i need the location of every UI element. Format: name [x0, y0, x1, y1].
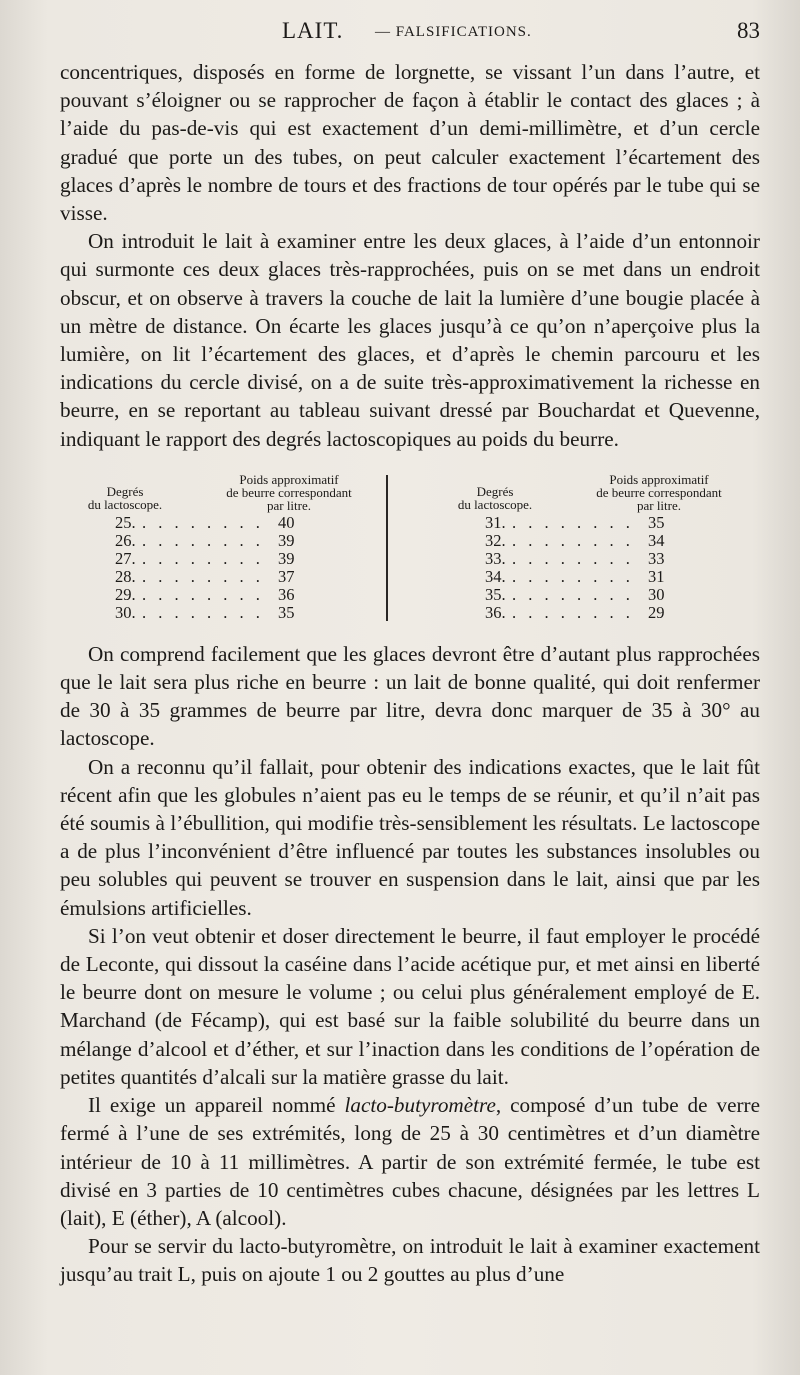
table-left-half — [60, 473, 400, 623]
running-title: LAIT. — [282, 18, 344, 43]
dot-leader: . . . . . . . . — [512, 512, 634, 532]
paragraph-2: On introduit le lait à examiner entre les deux glaces, à l’aide d’un entonnoir qui surmonte ces deux glaces très-rapprochées, puis on se met dans un endroit obscur, et on observe à travers la couche de lait la lumière d’une bougie placée à un mètre de distance. On écarte les glaces jusqu’à ce qu’on n’aperçoive plus la lumière, on lit l’écartement des glaces, et d’après le chemin parcouru et les indications du cercle divisé, on a de suite très-approximativement la richesse en beurre, en se reportant au tableau suivant dressé par Bouchardat et Quevenne, indiquant le rapport des degrés lactoscopiques au poids du beurre. — [60, 229, 760, 451]
dot-leader: . . . . . . . . — [512, 566, 634, 586]
table-row — [60, 567, 360, 585]
degree-cell: 27. — [115, 548, 136, 568]
degree-cell: 30. — [115, 602, 136, 622]
dot-leader: . . . . . . . . — [142, 584, 264, 604]
weight-cell: 39 — [278, 530, 295, 550]
dot-leader: . . . . . . . . — [142, 548, 264, 568]
paragraph-6 — [60, 1091, 760, 1232]
dot-leader: . . . . . . . . — [142, 530, 264, 550]
table-row — [430, 549, 730, 567]
table-row — [60, 585, 360, 603]
degree-cell: 36. — [485, 602, 506, 622]
degree-cell: 28. — [115, 566, 136, 586]
weight-cell: 30 — [648, 584, 665, 604]
lactoscope-table — [60, 473, 760, 623]
table-row — [430, 513, 730, 531]
weight-cell: 37 — [278, 566, 295, 586]
column-header-weight: Poids approximatif de beurre correspondant par litre. — [596, 471, 722, 513]
dot-leader: . . . . . . . . — [512, 530, 634, 550]
degree-cell: 34. — [485, 566, 506, 586]
table-row — [60, 549, 360, 567]
running-subtitle: — FALSIFICATIONS. — [375, 24, 532, 40]
degree-cell: 33. — [485, 548, 506, 568]
page-number: 83 — [737, 18, 760, 43]
table-divider — [386, 475, 388, 621]
degree-cell: 29. — [115, 584, 136, 604]
dot-leader: . . . . . . . . — [512, 548, 634, 568]
table-row — [430, 585, 730, 603]
table-row — [430, 603, 730, 621]
weight-cell: 35 — [648, 512, 665, 532]
paragraph-4: On a reconnu qu’il fallait, pour obtenir des indications exactes, que le lait fût récent afin que les globules n’aient pas eu le temps de se réunir, et qu’il n’ait pas été soumis à l’ébullition, qui modifie très-sensiblement les résultats. Le lactoscope a de plus l’inconvénient d’être influencé par toutes les substances insolubles ou peu solubles qui peuvent se trouver en suspension dans le lait, ainsi que par les émulsions artificielles. — [60, 754, 760, 920]
table-row — [60, 531, 360, 549]
paragraph-5: Si l’on veut obtenir et doser directement le beurre, il faut employer le procédé de Leconte, qui dissout la caséine dans l’acide acétique pur, et met ainsi en liberté le beurre dont on mesure le volume ; ou celui plus généralement employé de E. Marchand (de Fécamp), qui est basé sur la faible solubilité du beurre dans un mélange d’alcool et d’éther, et sur l’inaction dans les conditions de l’opération de petites quantités d’alcali sur la matière grasse du lait. — [60, 923, 760, 1089]
page-body — [60, 58, 760, 1289]
paragraph-3: On comprend facilement que les glaces devront être d’autant plus rapprochées que le lait sera plus riche en beurre : un lait de bonne qualité, qui doit renfermer de 30 à 35 grammes de beurre par litre, devra donc marquer de 35 à 30° au lactoscope. — [60, 641, 760, 751]
weight-cell: 33 — [648, 548, 665, 568]
dot-leader: . . . . . . . . — [512, 602, 634, 622]
weight-cell: 34 — [648, 530, 665, 550]
table-row — [60, 603, 360, 621]
paragraph-6-start: Il exige un appareil nommé — [88, 1093, 345, 1118]
weight-cell: 36 — [278, 584, 295, 604]
column-header-weight: Poids approximatif de beurre correspondant par litre. — [226, 471, 352, 513]
dot-leader: . . . . . . . . — [142, 566, 264, 586]
term-lacto-butyrometre: lacto-butyromètre — [344, 1093, 496, 1118]
degree-cell: 25. — [115, 512, 136, 532]
column-header-degrees: Degrés du lactoscope. — [87, 483, 163, 512]
weight-cell: 39 — [278, 548, 295, 568]
column-header-degrees: Degrés du lactoscope. — [457, 483, 533, 512]
degree-cell: 31. — [485, 512, 506, 532]
dot-leader: . . . . . . . . — [142, 512, 264, 532]
table-row — [60, 513, 360, 531]
weight-cell: 31 — [648, 566, 665, 586]
paragraph-1: concentriques, disposés en forme de lorgnette, se vissant l’un dans l’autre, et pouvant s’éloigner ou se rapprocher de façon à établir le contact des glaces ; à l’aide du pas-de-vis qui est exactement d’un demi-millimètre, et d’un cercle gradué que porte un des tubes, on peut calculer exactement l’écartement des glaces d’après le nombre de tours et des fractions de tour opérés par le tube qui se visse. — [60, 60, 760, 226]
weight-cell: 29 — [648, 602, 665, 622]
running-header — [60, 14, 760, 50]
table-row — [430, 531, 730, 549]
weight-cell: 35 — [278, 602, 295, 622]
paragraph-6-rest: , composé d’un tube de verre fermé à l’une de ses extrémités, long de 25 à 30 centimètres et d’un diamètre intérieur de 10 à 11 millimètres. A partir de son extrémité fermée, le tube est divisé en 3 parties de 10 centimètres cubes chacune, désignées par les lettres L (lait), E (éther), A (alcool). — [60, 1093, 760, 1230]
table-row — [430, 567, 730, 585]
degree-cell: 26. — [115, 530, 136, 550]
weight-cell: 40 — [278, 512, 295, 532]
paragraph-7: Pour se servir du lacto-butyromètre, on introduit le lait à examiner exactement jusqu’au trait L, puis on ajoute 1 ou 2 gouttes au plus d’une — [60, 1234, 760, 1287]
dot-leader: . . . . . . . . — [512, 584, 634, 604]
degree-cell: 32. — [485, 530, 506, 550]
table-right-half — [430, 473, 770, 623]
degree-cell: 35. — [485, 584, 506, 604]
dot-leader: . . . . . . . . — [142, 602, 264, 622]
